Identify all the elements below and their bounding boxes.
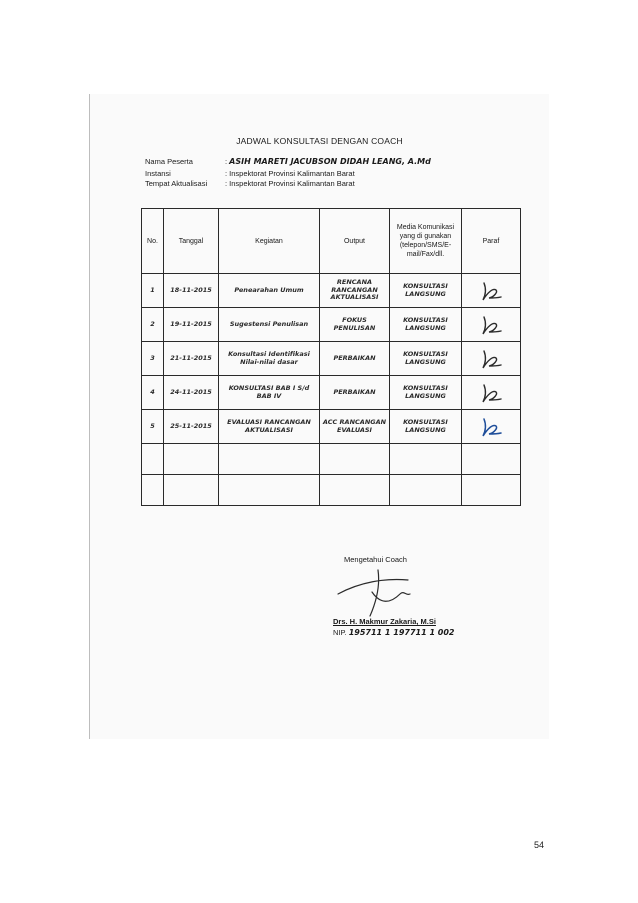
coach-heading: Mengetahui Coach <box>344 555 407 564</box>
table-row <box>142 308 521 342</box>
cell-media: KONSULTASI LANGSUNG <box>390 376 462 410</box>
cell-no: 4 <box>142 376 164 410</box>
document-title: JADWAL KONSULTASI DENGAN COACH <box>236 136 403 146</box>
instansi-line: Instansi : Inspektorat Provinsi Kalimantan Barat <box>145 169 355 178</box>
cell-kegiatan: Sugestensi Penulisan <box>219 308 320 342</box>
cell-tanggal: 25-11-2015 <box>164 410 219 444</box>
table-header-row <box>142 209 521 274</box>
table-row <box>142 342 521 376</box>
cell-kegiatan: EVALUASI RANCANGAN AKTUALISASI <box>219 410 320 444</box>
table-row <box>142 376 521 410</box>
cell-paraf <box>462 308 521 342</box>
cell-tanggal: 24-11-2015 <box>164 376 219 410</box>
name-value: ASIH MARETI JACUBSON DIDAH LEANG, A.Md <box>229 157 431 166</box>
cell-no: 2 <box>142 308 164 342</box>
name-label: Nama Peserta <box>145 157 193 166</box>
instansi-value: Inspektorat Provinsi Kalimantan Barat <box>229 169 355 178</box>
table-row <box>142 274 521 308</box>
cell-tanggal: 19-11-2015 <box>164 308 219 342</box>
page-number: 54 <box>534 840 545 850</box>
paraf-signature-icon <box>478 347 504 371</box>
cell-paraf <box>462 410 521 444</box>
header-tanggal: Tanggal <box>164 209 219 274</box>
header-media: Media Komunikasi yang di gunakan (telepon/SMS/E-mail/Fax/dll. <box>390 209 462 274</box>
cell-output: FOKUS PENULISAN <box>320 308 390 342</box>
paraf-signature-icon <box>478 313 504 337</box>
cell-media: KONSULTASI LANGSUNG <box>390 308 462 342</box>
nip-label: NIP. <box>333 628 347 637</box>
cell-no: 5 <box>142 410 164 444</box>
cell-kegiatan: Penearahan Umum <box>219 274 320 308</box>
coach-name: Drs. H. Makmur Zakaria, M.Si <box>333 617 436 626</box>
consultation-table <box>141 208 521 506</box>
cell-paraf <box>462 376 521 410</box>
cell-output: PERBAIKAN <box>320 342 390 376</box>
tempat-line: Tempat Aktualisasi : Inspektorat Provinsi Kalimantan Barat <box>145 179 355 188</box>
cell-media: KONSULTASI LANGSUNG <box>390 342 462 376</box>
cell-media: KONSULTASI LANGSUNG <box>390 410 462 444</box>
header-output: Output <box>320 209 390 274</box>
table-row-empty <box>142 444 521 475</box>
scanned-document <box>89 94 549 739</box>
cell-output: RENCANA RANCANGAN AKTUALISASI <box>320 274 390 308</box>
cell-no: 3 <box>142 342 164 376</box>
cell-no: 1 <box>142 274 164 308</box>
cell-kegiatan: Konsultasi Identifikasi Nilai-nilai dasar <box>219 342 320 376</box>
header-paraf: Paraf <box>462 209 521 274</box>
cell-output: ACC RANCANGAN EVALUASI <box>320 410 390 444</box>
table-row <box>142 410 521 444</box>
cell-output: PERBAIKAN <box>320 376 390 410</box>
instansi-label: Instansi <box>145 169 171 178</box>
cell-tanggal: 18-11-2015 <box>164 274 219 308</box>
coach-signature-icon <box>330 564 440 622</box>
paraf-signature-blue-icon <box>478 415 504 439</box>
tempat-value: Inspektorat Provinsi Kalimantan Barat <box>229 179 355 188</box>
table-row-empty <box>142 475 521 506</box>
paraf-signature-icon <box>478 279 504 303</box>
participant-name-line: Nama Peserta : ASIH MARETI JACUBSON DIDAH LEANG, A.Md <box>145 157 431 166</box>
tempat-label: Tempat Aktualisasi <box>145 179 208 188</box>
paraf-signature-icon <box>478 381 504 405</box>
coach-nip-line <box>333 628 455 637</box>
cell-kegiatan: KONSULTASI BAB I S/d BAB IV <box>219 376 320 410</box>
cell-media: KONSULTASI LANGSUNG <box>390 274 462 308</box>
header-no: No. <box>142 209 164 274</box>
nip-value: 195711 1 197711 1 002 <box>348 628 455 637</box>
cell-paraf <box>462 342 521 376</box>
header-kegiatan: Kegiatan <box>219 209 320 274</box>
cell-paraf <box>462 274 521 308</box>
cell-tanggal: 21-11-2015 <box>164 342 219 376</box>
